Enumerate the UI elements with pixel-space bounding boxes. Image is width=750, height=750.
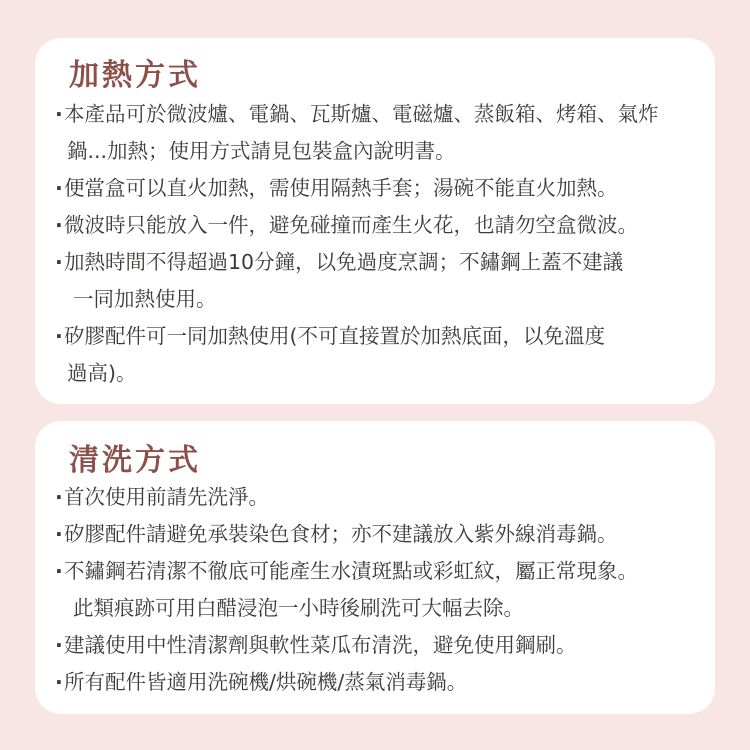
bullet: · [55, 485, 63, 509]
cleaning-item-3-line2: 此類痕跡可用白醋浸泡一小時後刷洗可大幅去除。 [73, 596, 524, 620]
cleaning-item-4 [55, 627, 577, 664]
bullet: · [55, 559, 63, 583]
bullet: · [55, 213, 63, 237]
heating-item-5-line2: 過高)。 [67, 361, 137, 385]
heating-item-5-line1: 矽膠配件可一同加熱使用(不可直接置於加熱底面，以免溫度 [64, 324, 605, 348]
cleaning-item-5 [55, 664, 467, 701]
bullet: · [55, 633, 63, 657]
heating-item-2 [55, 170, 618, 207]
cleaning-item-4-line1: 建議使用中性清潔劑與軟性菜瓜布清洗，避免使用鋼刷。 [64, 633, 577, 657]
heating-item-4 [55, 244, 623, 318]
bullet: · [55, 102, 63, 126]
heating-item-3 [55, 207, 638, 244]
cleaning-item-1-line1: 首次使用前請先洗淨。 [64, 485, 269, 509]
cleaning-item-5-line1: 所有配件皆適用洗碗機/烘碗機/蒸氣消毒鍋。 [64, 670, 468, 694]
cleaning-item-1 [55, 479, 269, 516]
bullet: · [55, 670, 63, 694]
cleaning-item-2-line1: 矽膠配件請避免承裝染色食材；亦不建議放入紫外線消毒鍋。 [64, 522, 618, 546]
heating-item-2-line1: 便當盒可以直火加熱，需使用隔熱手套；湯碗不能直火加熱。 [64, 176, 618, 200]
heating-item-5 [55, 318, 605, 392]
cleaning-method-title: 清洗方式 [69, 443, 201, 478]
cleaning-item-3 [55, 553, 638, 627]
cleaning-item-3-line1: 不鏽鋼若清潔不徹底可能產生水漬斑點或彩虹紋，屬正常現象。 [64, 559, 638, 583]
heating-item-4-line2: 一同加熱使用。 [73, 287, 217, 311]
bullet: · [55, 250, 63, 274]
heating-item-1-line1: 本產品可於微波爐、電鍋、瓦斯爐、電磁爐、蒸飯箱、烤箱、氣炸 [64, 102, 659, 126]
bullet: · [55, 176, 63, 200]
heating-method-card [35, 38, 715, 404]
heating-method-title: 加熱方式 [69, 58, 201, 93]
heating-item-1 [55, 96, 659, 170]
bullet: · [55, 324, 63, 348]
heating-item-4-line1: 加熱時間不得超過10分鐘，以免過度烹調；不鏽鋼上蓋不建議 [64, 250, 624, 274]
bullet: · [55, 522, 63, 546]
heating-item-1-line2: 鍋...加熱；使用方式請見包裝盒內說明書。 [67, 139, 456, 163]
cleaning-method-card [35, 421, 715, 714]
cleaning-item-2 [55, 516, 618, 553]
heating-item-3-line1: 微波時只能放入一件，避免碰撞而產生火花，也請勿空盒微波。 [64, 213, 638, 237]
